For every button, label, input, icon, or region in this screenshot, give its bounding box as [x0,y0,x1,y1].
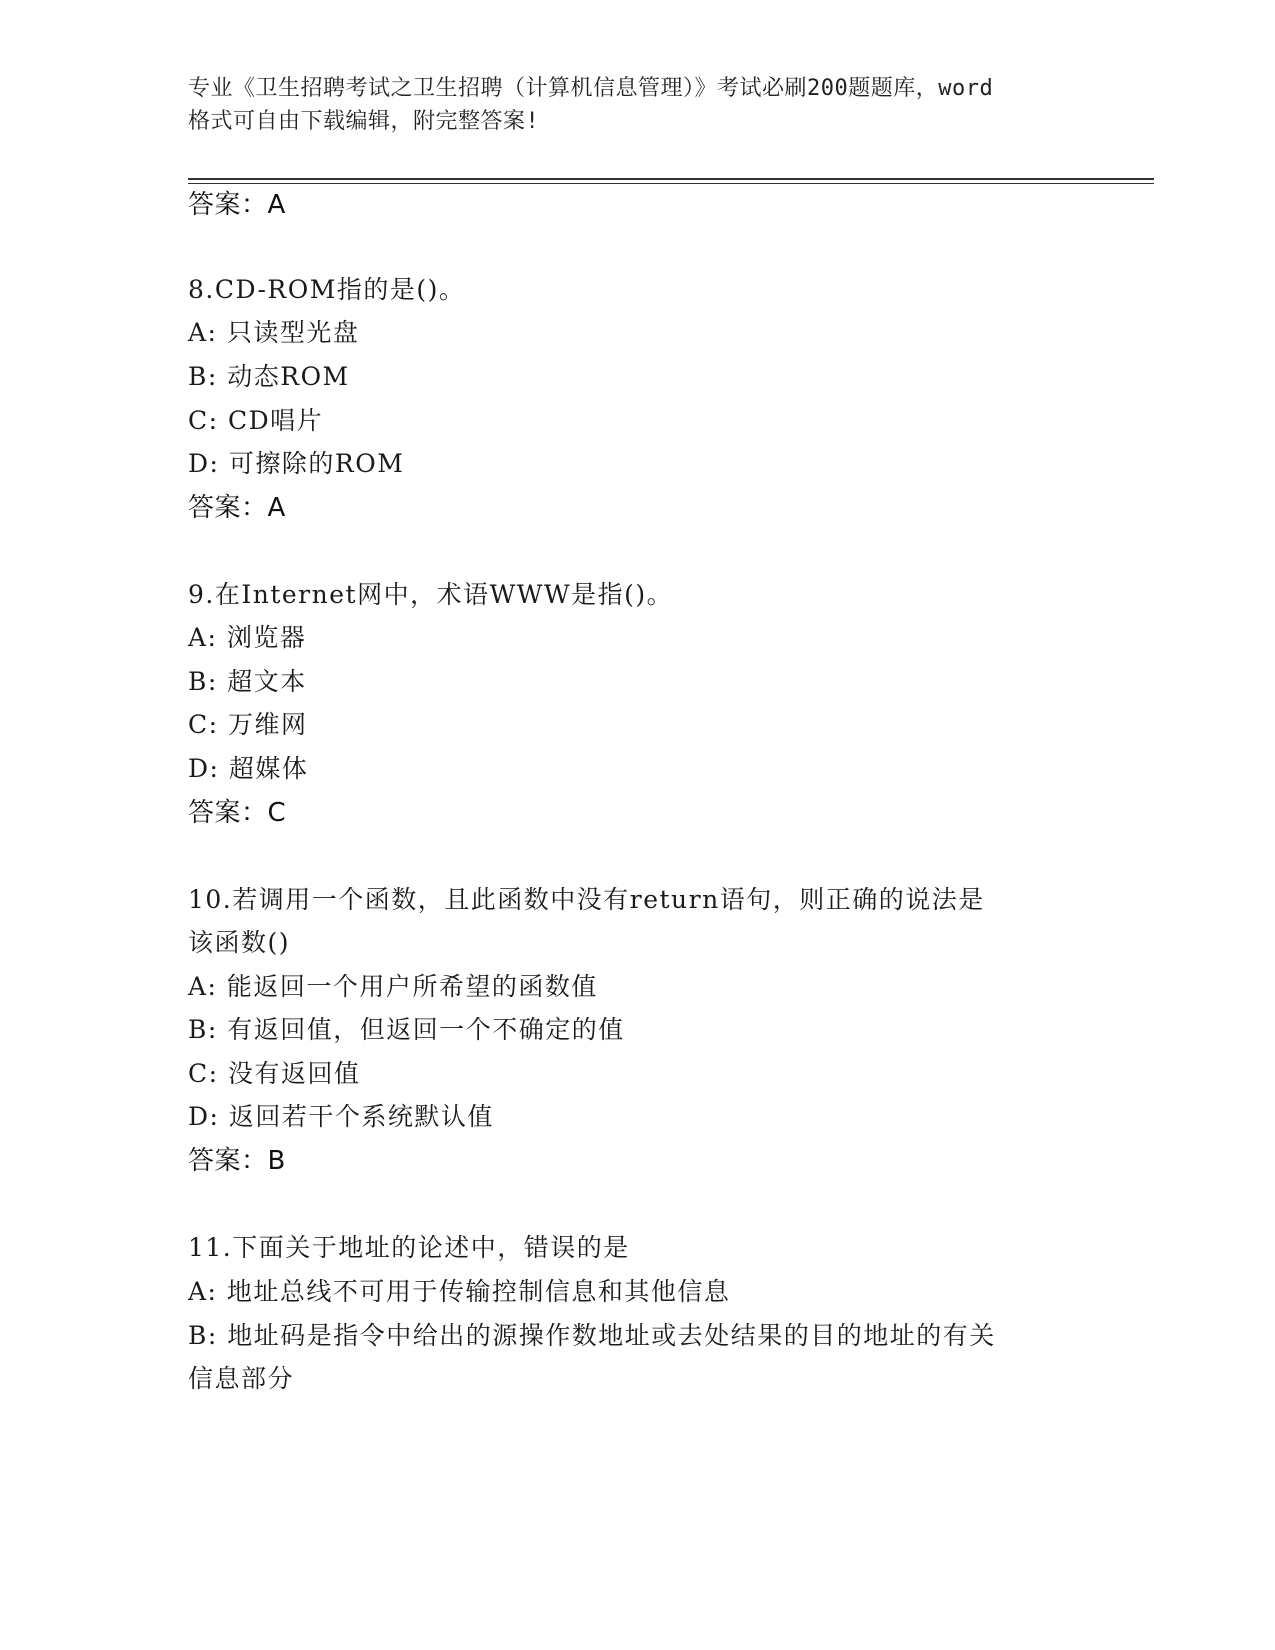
header-line-2: 格式可自由下载编辑，附完整答案! [188,109,540,134]
question-10-option-b: B: 有返回值，但返回一个不确定的值 [188,1015,625,1044]
question-11-option-b-line-1: B: 地址码是指令中给出的源操作数地址或去处结果的目的地址的有关 [188,1321,996,1350]
question-10-option-d: D: 返回若干个系统默认值 [188,1102,494,1131]
question-11-stem: 11.下面关于地址的论述中，错误的是 [188,1233,630,1262]
question-9-option-b: B: 超文本 [188,667,307,696]
question-8-option-c: C: CD唱片 [188,406,324,435]
question-11-option-a: A: 地址总线不可用于传输控制信息和其他信息 [188,1277,731,1306]
question-10-option-a: A: 能返回一个用户所希望的函数值 [188,972,598,1001]
question-10-option-c: C: 没有返回值 [188,1059,361,1088]
document-header [188,72,1088,138]
question-8-option-a: A: 只读型光盘 [188,318,360,347]
question-9-option-d: D: 超媒体 [188,754,309,783]
header-line-1: 专业《卫生招聘考试之卫生招聘（计算机信息管理）》考试必刷200题题库，word [188,76,994,101]
question-8-option-b: B: 动态ROM [188,362,350,391]
question-9-stem: 9.在Internet网中，术语WWW是指()。 [188,580,674,609]
question-10-stem-line-1: 10.若调用一个函数，且此函数中没有return语句，则正确的说法是 [188,885,985,914]
header-divider-thick [188,178,1154,180]
answer-q7: 答案：A [188,190,286,220]
answer-q8: 答案：A [188,493,286,523]
question-8-option-d: D: 可擦除的ROM [188,449,405,478]
header-divider-thin [188,183,1154,184]
question-10-stem-line-2: 该函数() [188,928,291,957]
question-8-stem: 8.CD-ROM指的是()。 [188,275,466,304]
answer-q10: 答案：B [188,1146,286,1176]
answer-q9: 答案：C [188,798,287,828]
question-9-option-c: C: 万维网 [188,710,308,739]
question-11-option-b-line-2: 信息部分 [188,1364,295,1393]
question-9-option-a: A: 浏览器 [188,623,307,652]
